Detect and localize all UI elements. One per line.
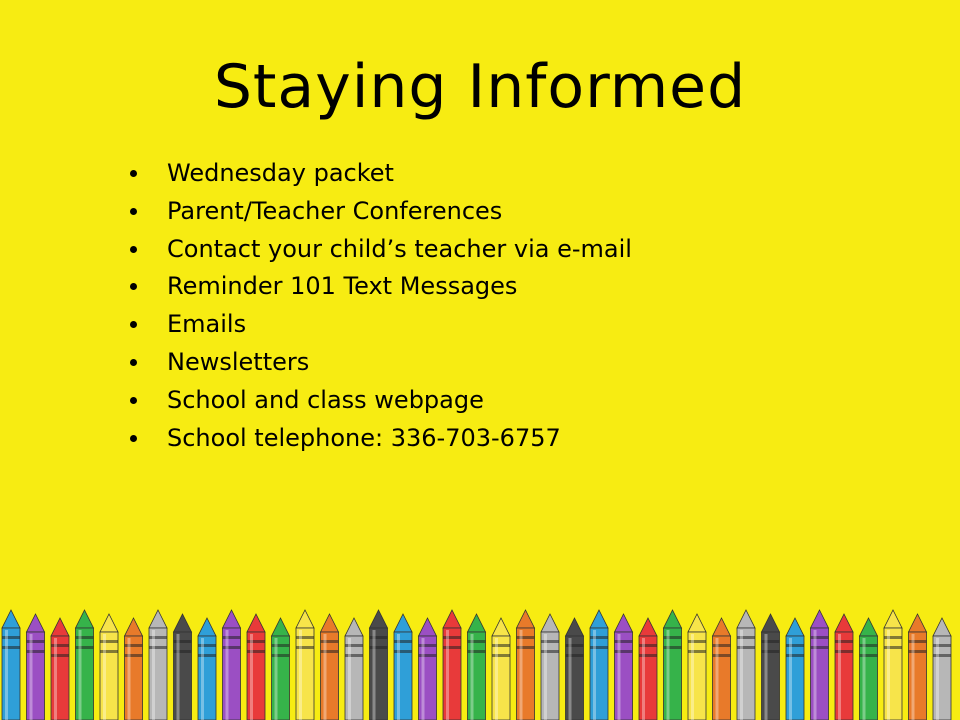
bullet-dot-icon [130,397,137,404]
crayon-icon [125,618,143,720]
crayon-icon [296,610,314,720]
bullet-text: School telephone: 336-703-6757 [167,423,561,452]
bullet-text: Wednesday packet [167,159,394,187]
bullet-list [130,155,632,457]
crayon-icon [321,614,339,720]
bullet-dot-icon [130,435,137,442]
crayon-icon [884,610,902,720]
crayon-icon [468,614,486,720]
crayon-border [0,600,960,720]
crayon-icon [272,618,290,720]
bullet-item [130,306,632,344]
bullet-item [130,231,632,269]
crayon-icon [590,610,608,720]
crayon-icon [933,618,951,720]
crayon-icon [664,610,682,720]
crayon-icon [100,614,118,720]
crayon-icon [443,610,461,720]
bullet-item [130,382,632,420]
crayon-icon [51,618,69,720]
slide-title: Staying Informed [213,52,747,122]
crayon-icon [247,614,265,720]
crayon-icon [2,610,20,720]
crayon-icon [517,610,535,720]
crayon-icon [198,618,216,720]
crayon-icon [713,618,731,720]
crayon-icon [149,610,167,720]
crayon-icon [811,610,829,720]
crayon-icon [566,618,584,720]
crayon-icon [492,618,510,720]
crayon-icon [419,618,437,720]
bullet-dot-icon [130,246,137,253]
crayon-icon [370,610,388,720]
crayon-icon [762,614,780,720]
bullet-item [130,193,632,231]
bullet-dot-icon [130,283,137,290]
crayon-icon [76,610,94,720]
crayon-icon [345,618,363,720]
bullet-text: Contact your child’s teacher via e-mail [167,234,632,263]
bullet-dot-icon [130,359,137,366]
bullet-text: Newsletters [167,347,310,376]
bullet-item [130,344,632,382]
crayon-icon [615,614,633,720]
crayon-icon [541,614,559,720]
bullet-text: School and class webpage [167,385,484,414]
crayon-icon [174,614,192,720]
bullet-text: Parent/Teacher Conferences [167,196,503,225]
crayon-icon [909,614,927,720]
bullet-text: Reminder 101 Text Messages [167,272,518,301]
crayon-icon [394,614,412,720]
bullet-dot-icon [130,321,137,328]
bullet-item [130,420,632,458]
bullet-item [130,155,632,193]
crayon-icon [786,618,804,720]
bullet-item [130,268,632,306]
crayon-icon [223,610,241,720]
bullet-dot-icon [130,170,137,177]
crayon-icon [27,614,45,720]
crayon-icon [688,614,706,720]
bullet-dot-icon [130,208,137,215]
crayon-icon [860,618,878,720]
crayon-icon [639,618,657,720]
bullet-text: Emails [167,310,247,339]
crayon-icon [737,610,755,720]
crayon-icon [835,614,853,720]
